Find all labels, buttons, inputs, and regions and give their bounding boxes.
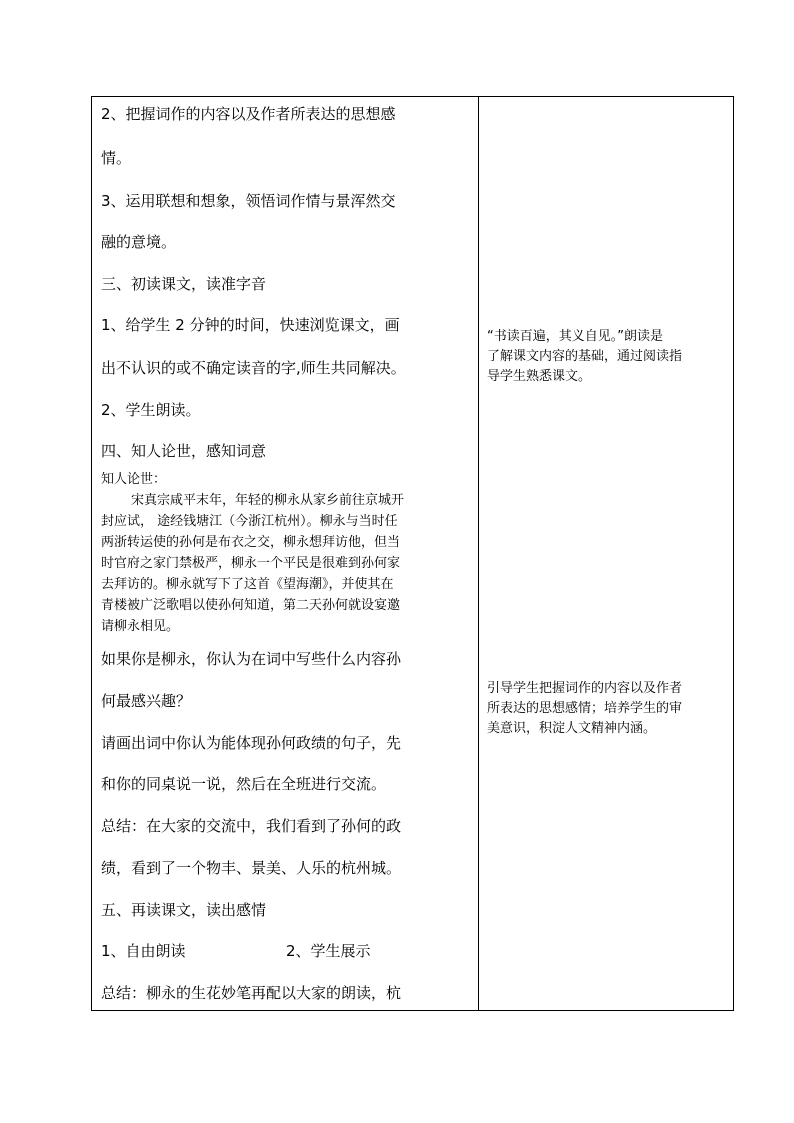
teaching-note-line: “书读百遍，其义自见。”朗读是	[487, 329, 663, 344]
section-heading: 四、知人论世，感知词意	[101, 442, 267, 460]
text-line: 和你的同桌说一说，然后在全班进行交流。	[101, 775, 387, 793]
teaching-note-line: 引导学生把握词作的内容以及作者	[487, 681, 683, 696]
text-line: 如果你是柳永，你认为在词中写些什么内容孙	[101, 650, 402, 668]
read-item-1: 1、自由朗读	[101, 942, 186, 960]
teaching-note-line: 了解课文内容的基础，通过阅读指	[487, 349, 683, 364]
text-line: 1、给学生 2 分钟的时间，快速浏览课文，画	[101, 316, 400, 334]
text-line: 总结：在大家的交流中，我们看到了孙何的政	[101, 817, 402, 835]
background-line: 时官府之家门禁极严，柳永一个平民是很难到孙何家	[101, 556, 401, 571]
background-heading: 知人论世：	[101, 472, 167, 487]
text-line: 3、运用联想和想象，领悟词作情与景浑然交	[101, 192, 396, 210]
text-line: 2、把握词作的内容以及作者所表达的思想感	[101, 105, 396, 123]
section-heading: 三、初读课文，读准字音	[101, 275, 267, 293]
teaching-note-line: 导学生熟悉课文。	[487, 369, 592, 384]
text-line: 请画出词中你认为能体现孙何政绩的句子，先	[101, 734, 402, 752]
section-heading: 五、再读课文，读出感情	[101, 901, 267, 919]
text-line: 2、学生朗读。	[101, 401, 201, 419]
background-line: 青楼被广泛歌唱以使孙何知道，第二天孙何就设宴邀	[101, 598, 401, 613]
background-line: 请柳永相见。	[101, 619, 180, 634]
column-divider	[478, 96, 479, 1011]
text-line: 出不认识的或不确定读音的字,师生共同解决。	[101, 359, 406, 377]
teaching-note-line: 美意识，积淀人文精神内涵。	[487, 721, 657, 736]
background-line: 宋真宗咸平末年，年轻的柳永从家乡前往京城开	[131, 493, 405, 508]
text-line: 总结：柳永的生花妙笔再配以大家的朗读，杭	[101, 984, 402, 1002]
text-line: 绩，看到了一个物丰、景美、人乐的杭州城。	[101, 859, 402, 877]
teaching-note-line: 所表达的思想感情；培养学生的审	[487, 701, 683, 716]
background-line: 两浙转运使的孙何是布衣之交，柳永想拜访他，但当	[101, 535, 401, 550]
text-line: 何最感兴趣？	[101, 692, 192, 710]
read-item-2: 2、学生展示	[286, 942, 371, 960]
background-line: 去拜访的。柳永就写下了这首《望海潮》，并使其在	[101, 577, 394, 592]
text-line: 情。	[101, 149, 132, 167]
background-line: 封应试， 途经钱塘江（今浙江杭州）。柳永与当时任	[101, 514, 398, 529]
text-line: 融的意境。	[101, 233, 177, 251]
